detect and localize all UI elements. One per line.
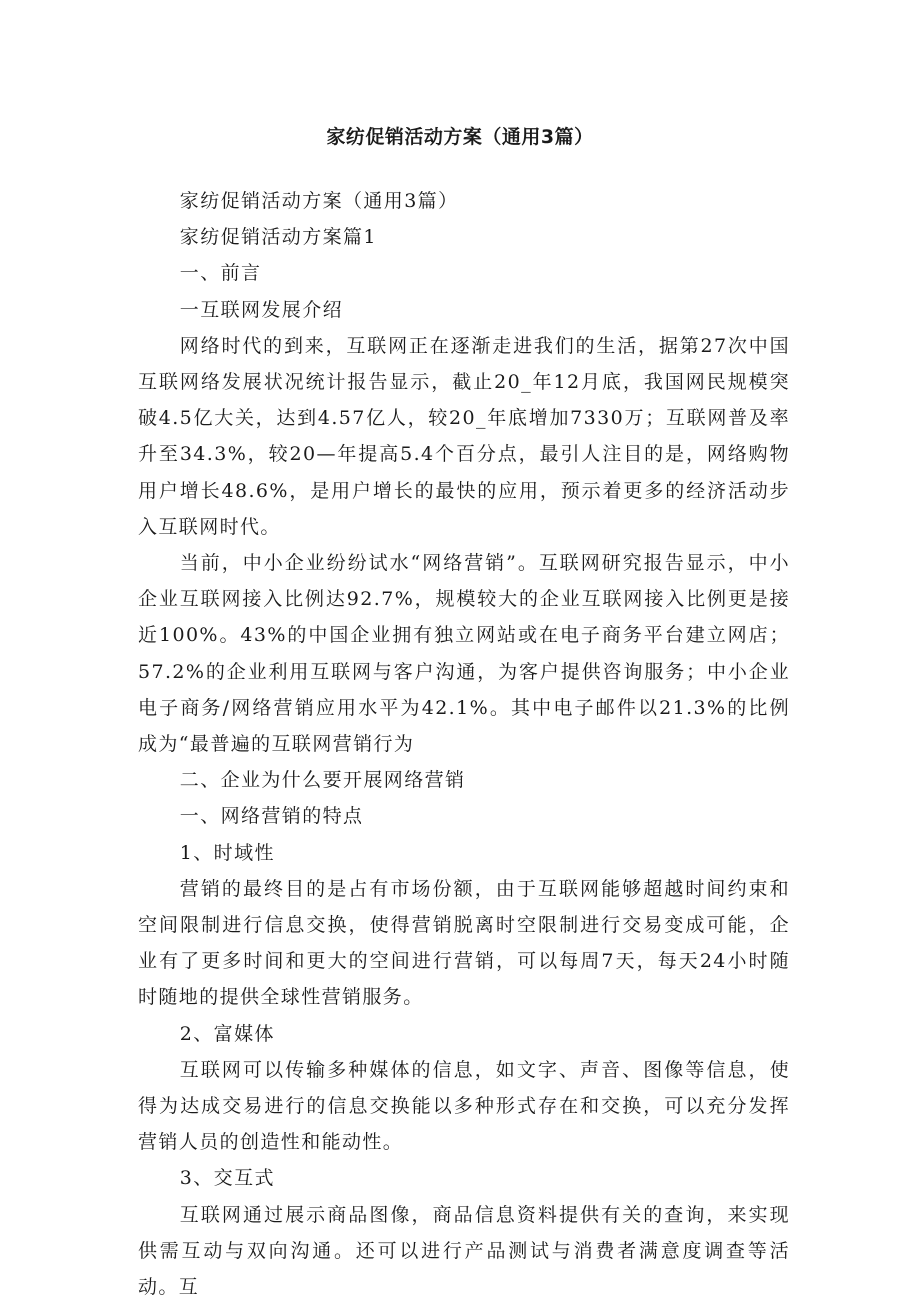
section-heading: 一互联网发展介绍 (179, 298, 343, 321)
section-heading: 一、前言 (179, 262, 262, 285)
paragraph: 营销的最终目的是占有市场份额，由于互联网能够超越时间约束和空间限制进行信息交换，使得营销脱离时空限制进行交易变成可能，企业有了更多时间和更大的空间进行营销，可以每周7天，每天24小时随时随地的提供全球性营销服务。 (138, 877, 790, 1009)
section-heading: 一、网络营销的特点 (179, 805, 364, 828)
paragraph: 互联网可以传输多种媒体的信息，如文字、声音、图像等信息，使得为达成交易进行的信息交换能以多种形式存在和交换，可以充分发挥营销人员的创造性和能动性。 (138, 1058, 790, 1154)
section-heading: 2、富媒体 (179, 1022, 275, 1045)
paragraph: 当前，中小企业纷纷试水“网络营销”。互联网研究报告显示，中小企业互联网接入比例达92.7%，规模较大的企业互联网接入比例更是接近100%。43%的中国企业拥有独立网站或在电子商务平台建立网店；57.2%的企业利用互联网与客户沟通，为客户提供咨询服务；中小企业电子商务/网络营销应用水平为42.1%。其中电子邮件以21.3%的比例成为“最普遍的互联网营销行为 (138, 552, 790, 756)
section-heading: 二、企业为什么要开展网络营销 (179, 769, 466, 792)
document-title: 家纺促销活动方案（通用3篇） (326, 126, 594, 148)
section-heading: 家纺促销活动方案篇1 (179, 226, 377, 249)
document-body (138, 183, 790, 1305)
section-heading: 1、时域性 (179, 841, 275, 864)
section-heading: 3、交互式 (179, 1167, 275, 1190)
paragraph: 网络时代的到来，互联网正在逐渐走进我们的生活，据第27次中国互联网络发展状况统计报告显示，截止20_年12月底，我国网民规模突破4.5亿大关，达到4.57亿人，较20_年底增加7330万；互联网普及率升至34.3%，较20—年提高5.4个百分点，最引人注目的是，网络购物用户增长48.6%，是用户增长的最快的应用，预示着更多的经济活动步入互联网时代。 (138, 334, 790, 538)
doc-subtitle: 家纺促销活动方案（通用3篇） (179, 190, 459, 212)
paragraph: 互联网通过展示商品图像，商品信息资料提供有关的查询，来实现供需互动与双向沟通。还可以进行产品测试与消费者满意度调查等活动。互 (138, 1203, 790, 1299)
